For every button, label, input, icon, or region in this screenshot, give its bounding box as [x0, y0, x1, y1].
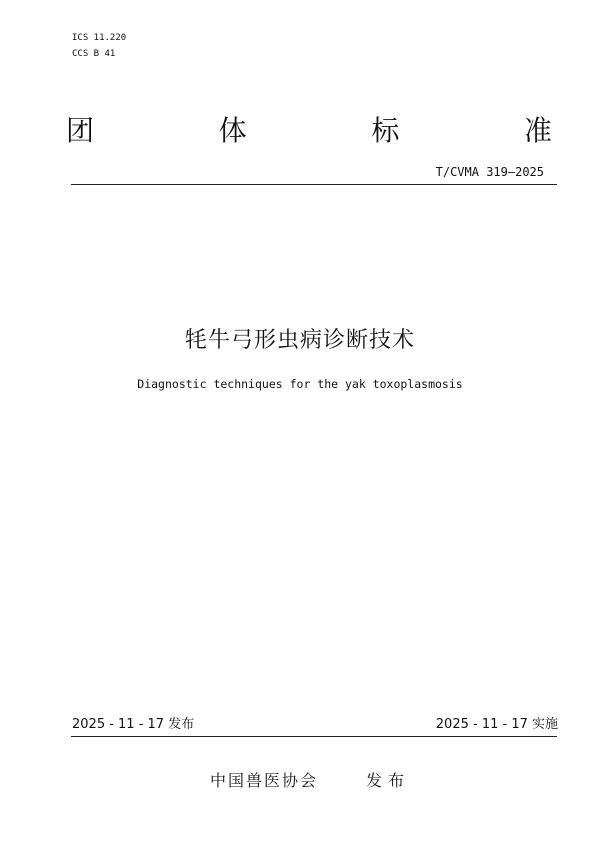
standard-type-char: 团	[66, 114, 95, 147]
classification-codes	[72, 30, 126, 62]
standard-number: T/CVMA 319—2025	[435, 165, 544, 179]
implement-date: 2025 - 11 - 17 实施	[435, 717, 558, 732]
top-divider	[71, 184, 557, 185]
english-title: Diagnostic techniques for the yak toxoplasmosis	[137, 377, 463, 391]
ics-code: ICS 11.220	[72, 33, 127, 43]
standard-type-char: 准	[523, 114, 552, 147]
publish-label: 发布	[366, 771, 411, 790]
publish-date: 2025 - 11 - 17 发布	[72, 717, 195, 732]
chinese-title: 牦牛弓形虫病诊断技术	[184, 328, 415, 353]
ccs-code: CCS B 41	[72, 49, 116, 59]
standard-type-char: 体	[218, 114, 247, 147]
standard-type-heading	[66, 114, 552, 148]
publisher-name: 中国兽医协会	[210, 771, 319, 790]
standard-type-char: 标	[371, 114, 400, 147]
bottom-divider	[71, 736, 557, 737]
